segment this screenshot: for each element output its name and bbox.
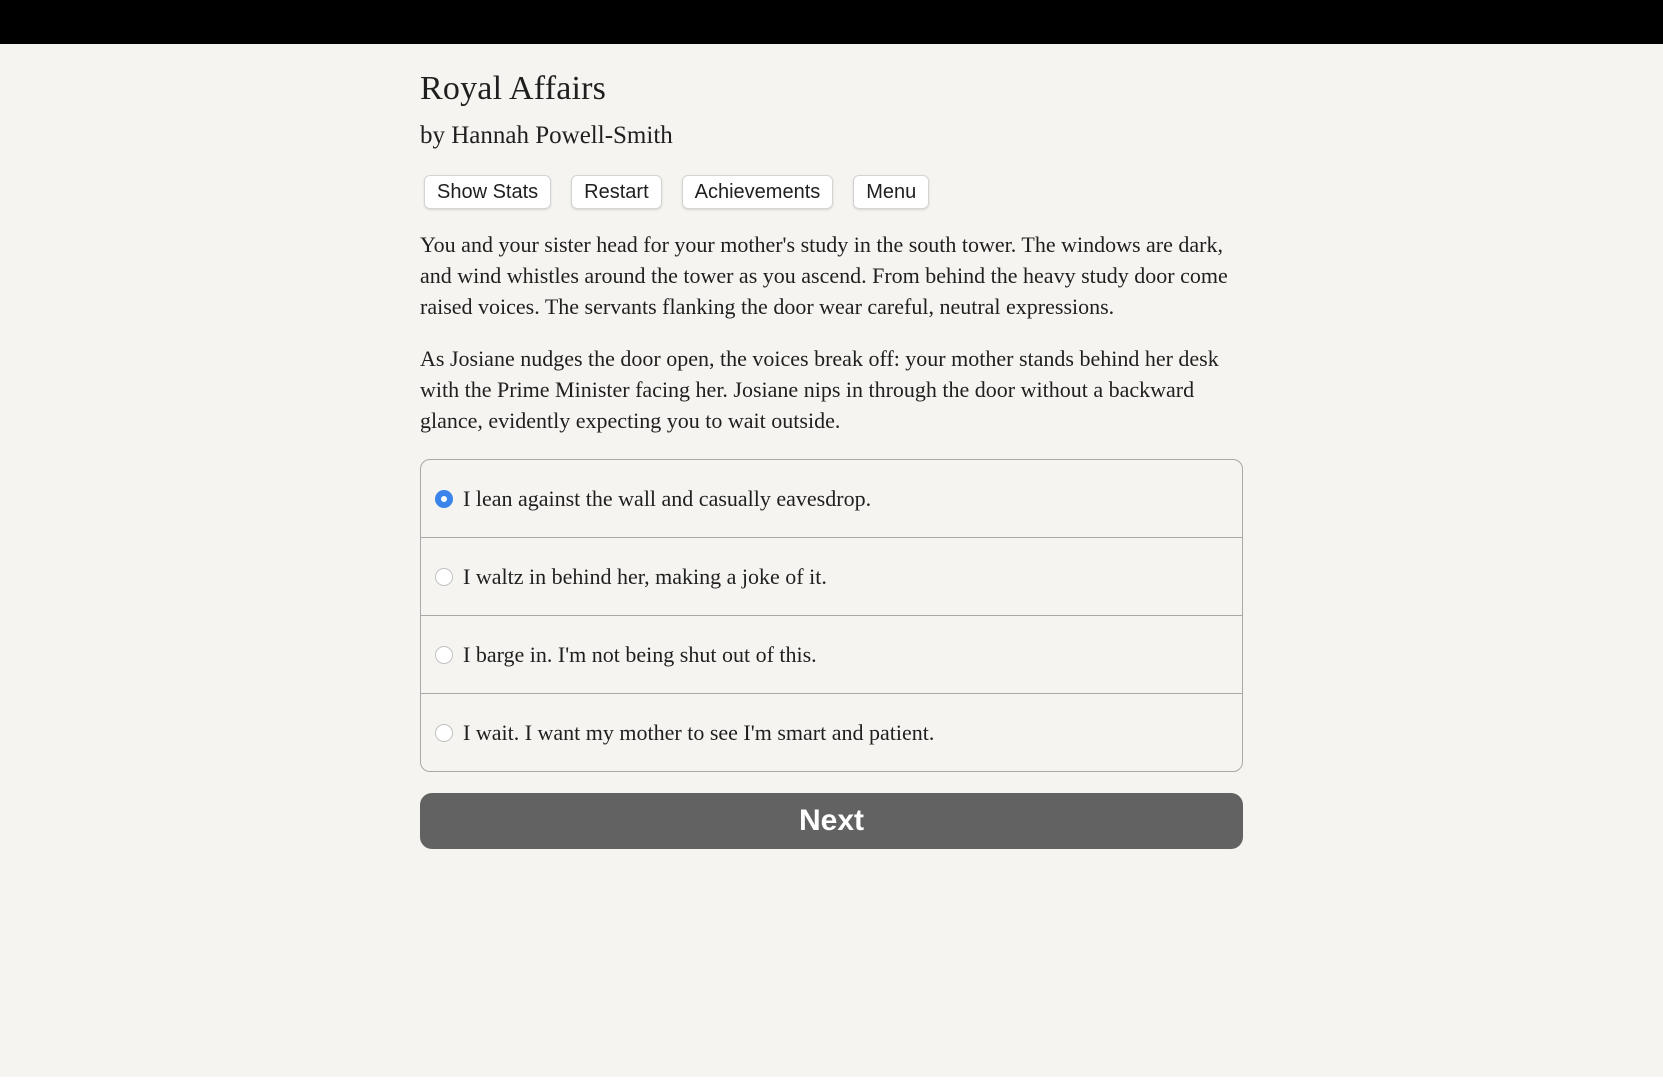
- restart-button[interactable]: Restart: [571, 175, 661, 209]
- radio-button[interactable]: [435, 646, 453, 664]
- menu-button[interactable]: Menu: [853, 175, 929, 209]
- choice-label: I waltz in behind her, making a joke of it.: [463, 563, 827, 589]
- show-stats-button[interactable]: Show Stats: [424, 175, 551, 209]
- choice-label: I lean against the wall and casually eavesdrop.: [463, 485, 872, 511]
- radio-button[interactable]: [435, 724, 453, 742]
- choice-option-eavesdrop[interactable]: [421, 460, 1242, 537]
- choice-option-wait[interactable]: [421, 693, 1242, 771]
- story-byline: by Hannah Powell-Smith: [420, 122, 673, 149]
- choice-list: [420, 459, 1243, 772]
- choice-label: I wait. I want my mother to see I'm smart and patient.: [463, 719, 935, 745]
- passage-paragraph: As Josiane nudges the door open, the voices break off: your mother stands behind her desk with the Prime Minister facing her. Josiane nips in through the door without a backward glance, evidently expecting you to wait outside.: [420, 346, 1219, 433]
- radio-button-selected[interactable]: [435, 490, 453, 508]
- choice-option-barge-in[interactable]: [421, 615, 1242, 693]
- toolbar: [420, 175, 1243, 211]
- window-top-bar: [0, 0, 1663, 44]
- story-content: [420, 44, 1243, 849]
- choice-option-waltz-in[interactable]: [421, 537, 1242, 615]
- passage-paragraph: You and your sister head for your mother's study in the south tower. The windows are dark, and wind whistles around the tower as you ascend. From behind the heavy study door come raised voices. The servants flanking the door wear careful, neutral expressions.: [420, 232, 1228, 319]
- story-title: Royal Affairs: [420, 70, 607, 107]
- radio-button[interactable]: [435, 568, 453, 586]
- next-button[interactable]: Next: [420, 793, 1243, 849]
- achievements-button[interactable]: Achievements: [682, 175, 834, 209]
- choice-label: I barge in. I'm not being shut out of this.: [463, 641, 817, 667]
